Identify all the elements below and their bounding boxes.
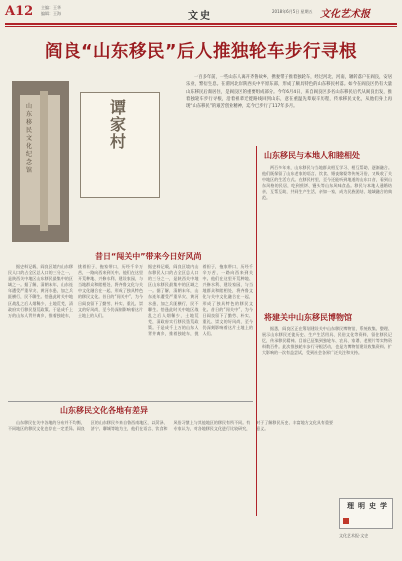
header-rule bbox=[5, 23, 397, 25]
header-rule-thin bbox=[5, 26, 397, 27]
page-number: A12 bbox=[5, 4, 34, 19]
editor-line: 主编：王华 bbox=[41, 5, 61, 10]
calligraphy-char: 学 bbox=[380, 501, 387, 510]
article-title: 山东移民文化各地有差异 bbox=[60, 406, 148, 415]
village-gate-photo bbox=[80, 92, 160, 198]
memorial-stone-photo bbox=[12, 81, 69, 242]
article-body: 据悉，阎良区正在筹划建设关中山东移民博物馆，系统收集、整理、展示山东移民迁徙历史、生产生活用具、民俗文化等资料，留住移民记忆，传承移民精神。目前已征集到独轮车、农具、家谱、老照片等实物资料数百件。此次推独轮车步行寻根活动，也是为博物馆建设收集资料、扩大影响的一次有益尝试，受到社会各界广泛关注和支持。 bbox=[262, 326, 392, 356]
article-title: 昔日“闯关中”带来今日好风尚 bbox=[95, 252, 202, 261]
article-body: 据史料记载，阎良区境内山东移民人口约占全区总人口的三分之一，是陕西关中地区山东移民最集中的区域之一。据了解，清朝末年，山东连年遭受严重旱灾、黄河水患，加之兵匪横行，民不聊生。恰逢此时关中地区战乱之后人烟稀少，土地荒芜，清政府实行移民垦荒政策。于是成千上万的山东人背井离乡，推着独轮车，挑着担子，拖家带口，历经千辛万苦，一路向西来到关中。他们在这里开荒种地、兴修水利、建设家园，与当地群众和睦相处，将齐鲁文化与关中文化融合在一起，形成了独具特色的移民文化。昔日的“闯关中”，为今日阎良留下了勤劳、朴实、重礼、崇文的好风尚，至今仍深刻影响着这片土地上的人们。 bbox=[8, 264, 143, 318]
article-body: 山东移民在关中各地的分布并不均衡，不同地区的移民文化也存在一定差异。阎良区的山东移民多来自鲁西南地区，以菏泽、济宁、聊城等地为主，他们在语言、饮食和风俗习惯上与其他地区的移民有所不同。有专家认为，对各地移民文化进行比较研究，对于了解移民历史、丰富地方文化具有重要意义。 bbox=[8, 420, 333, 432]
article-title: 将建关中山东移民博物馆 bbox=[264, 313, 352, 322]
stone-inscription: 山东移民文化纪念馆 bbox=[26, 103, 33, 174]
newspaper-logo: 文化艺术报 bbox=[320, 9, 370, 20]
section-divider bbox=[8, 401, 253, 402]
article-body-continued: 据史料记载，阎良区境内山东移民人口约占全区总人口的三分之一，是陕西关中地区山东移民最集中的区域之一。据了解，清朝末年，山东连年遭受严重旱灾、黄河水患，加之兵匪横行，民不聊生。恰逢此时关中地区战乱之后人烟稀少，土地荒芜，清政府实行移民垦荒政策。于是成千上万的山东人背井离乡，推着独轮车，挑着担子，拖家带口，历经千辛万苦，一路向西来到关中。他们在这里开荒种地、兴修水利、建设家园，与当地群众和睦相处，将齐鲁文化与关中文化融合在一起，形成了独具特色的移民文化。昔日的“闯关中”，为今日阎良留下了勤劳、朴实、重礼、崇文的好风尚，至今仍深刻影响着这片土地上的人们。 bbox=[148, 264, 253, 337]
page-meta bbox=[41, 5, 61, 16]
village-name: 谭家村 bbox=[109, 98, 126, 151]
calligraphy-char: 理 bbox=[347, 501, 354, 510]
lead-paragraph: 一百多年前，一些山东人离开齐鲁故乡，携妻带子推着独轮车，经过河北、河南，辗转落户在阎良，安居乐业，繁衍生息。在渭河北岸陕西关中平原东部，形成了颇具特色的山东移民村落。如今在阎良区仍有大量山东移民后裔居住，是阎良区的重要组成部分。今年6月4日，来自阎良区多名山东移民后代从阎良出发，推着独轮车步行寻根，沿着祖辈迁徙路线回到山东，意在重温先辈艰辛历程，传承移民文化，从他们身上再现“山东移民”的艰苦创业精神，迄今已步行了117年多月。 bbox=[186, 75, 392, 110]
section-name: 文史 bbox=[188, 11, 212, 22]
red-seal-icon bbox=[343, 518, 349, 524]
editor-line: 编辑：王海 bbox=[41, 10, 61, 16]
article-title: 山东移民与本地人和睦相处 bbox=[264, 151, 360, 160]
calligraphy-panel bbox=[339, 498, 393, 529]
calligraphy-char: 史 bbox=[369, 501, 376, 510]
issue-date: 2018年6月5日 星期五 bbox=[272, 9, 313, 14]
article-body: 两百多年来，山东移民与当地群众相互学习、相互帮助，逐渐融合。他们既保留了山东老家的语言、饮食、婚丧嫁娶等传统习俗，又吸收了关中地区的生活方式。在移民村里，至今还能听到地道的山东口音，看到山东风格的民居，吃到煎饼、馒头等山东风味食品。移民与本地人通婚结亲，互帮互助，共同生产生活，亲如一家，成为民族团结、地域融合的典范。 bbox=[262, 165, 392, 201]
main-headline: 阎良“山东移民”后人推独轮车步行寻根 bbox=[44, 42, 357, 62]
calligraphy-char: 明 bbox=[358, 501, 365, 510]
panel-caption: 文化艺术报·文史 bbox=[339, 533, 369, 538]
